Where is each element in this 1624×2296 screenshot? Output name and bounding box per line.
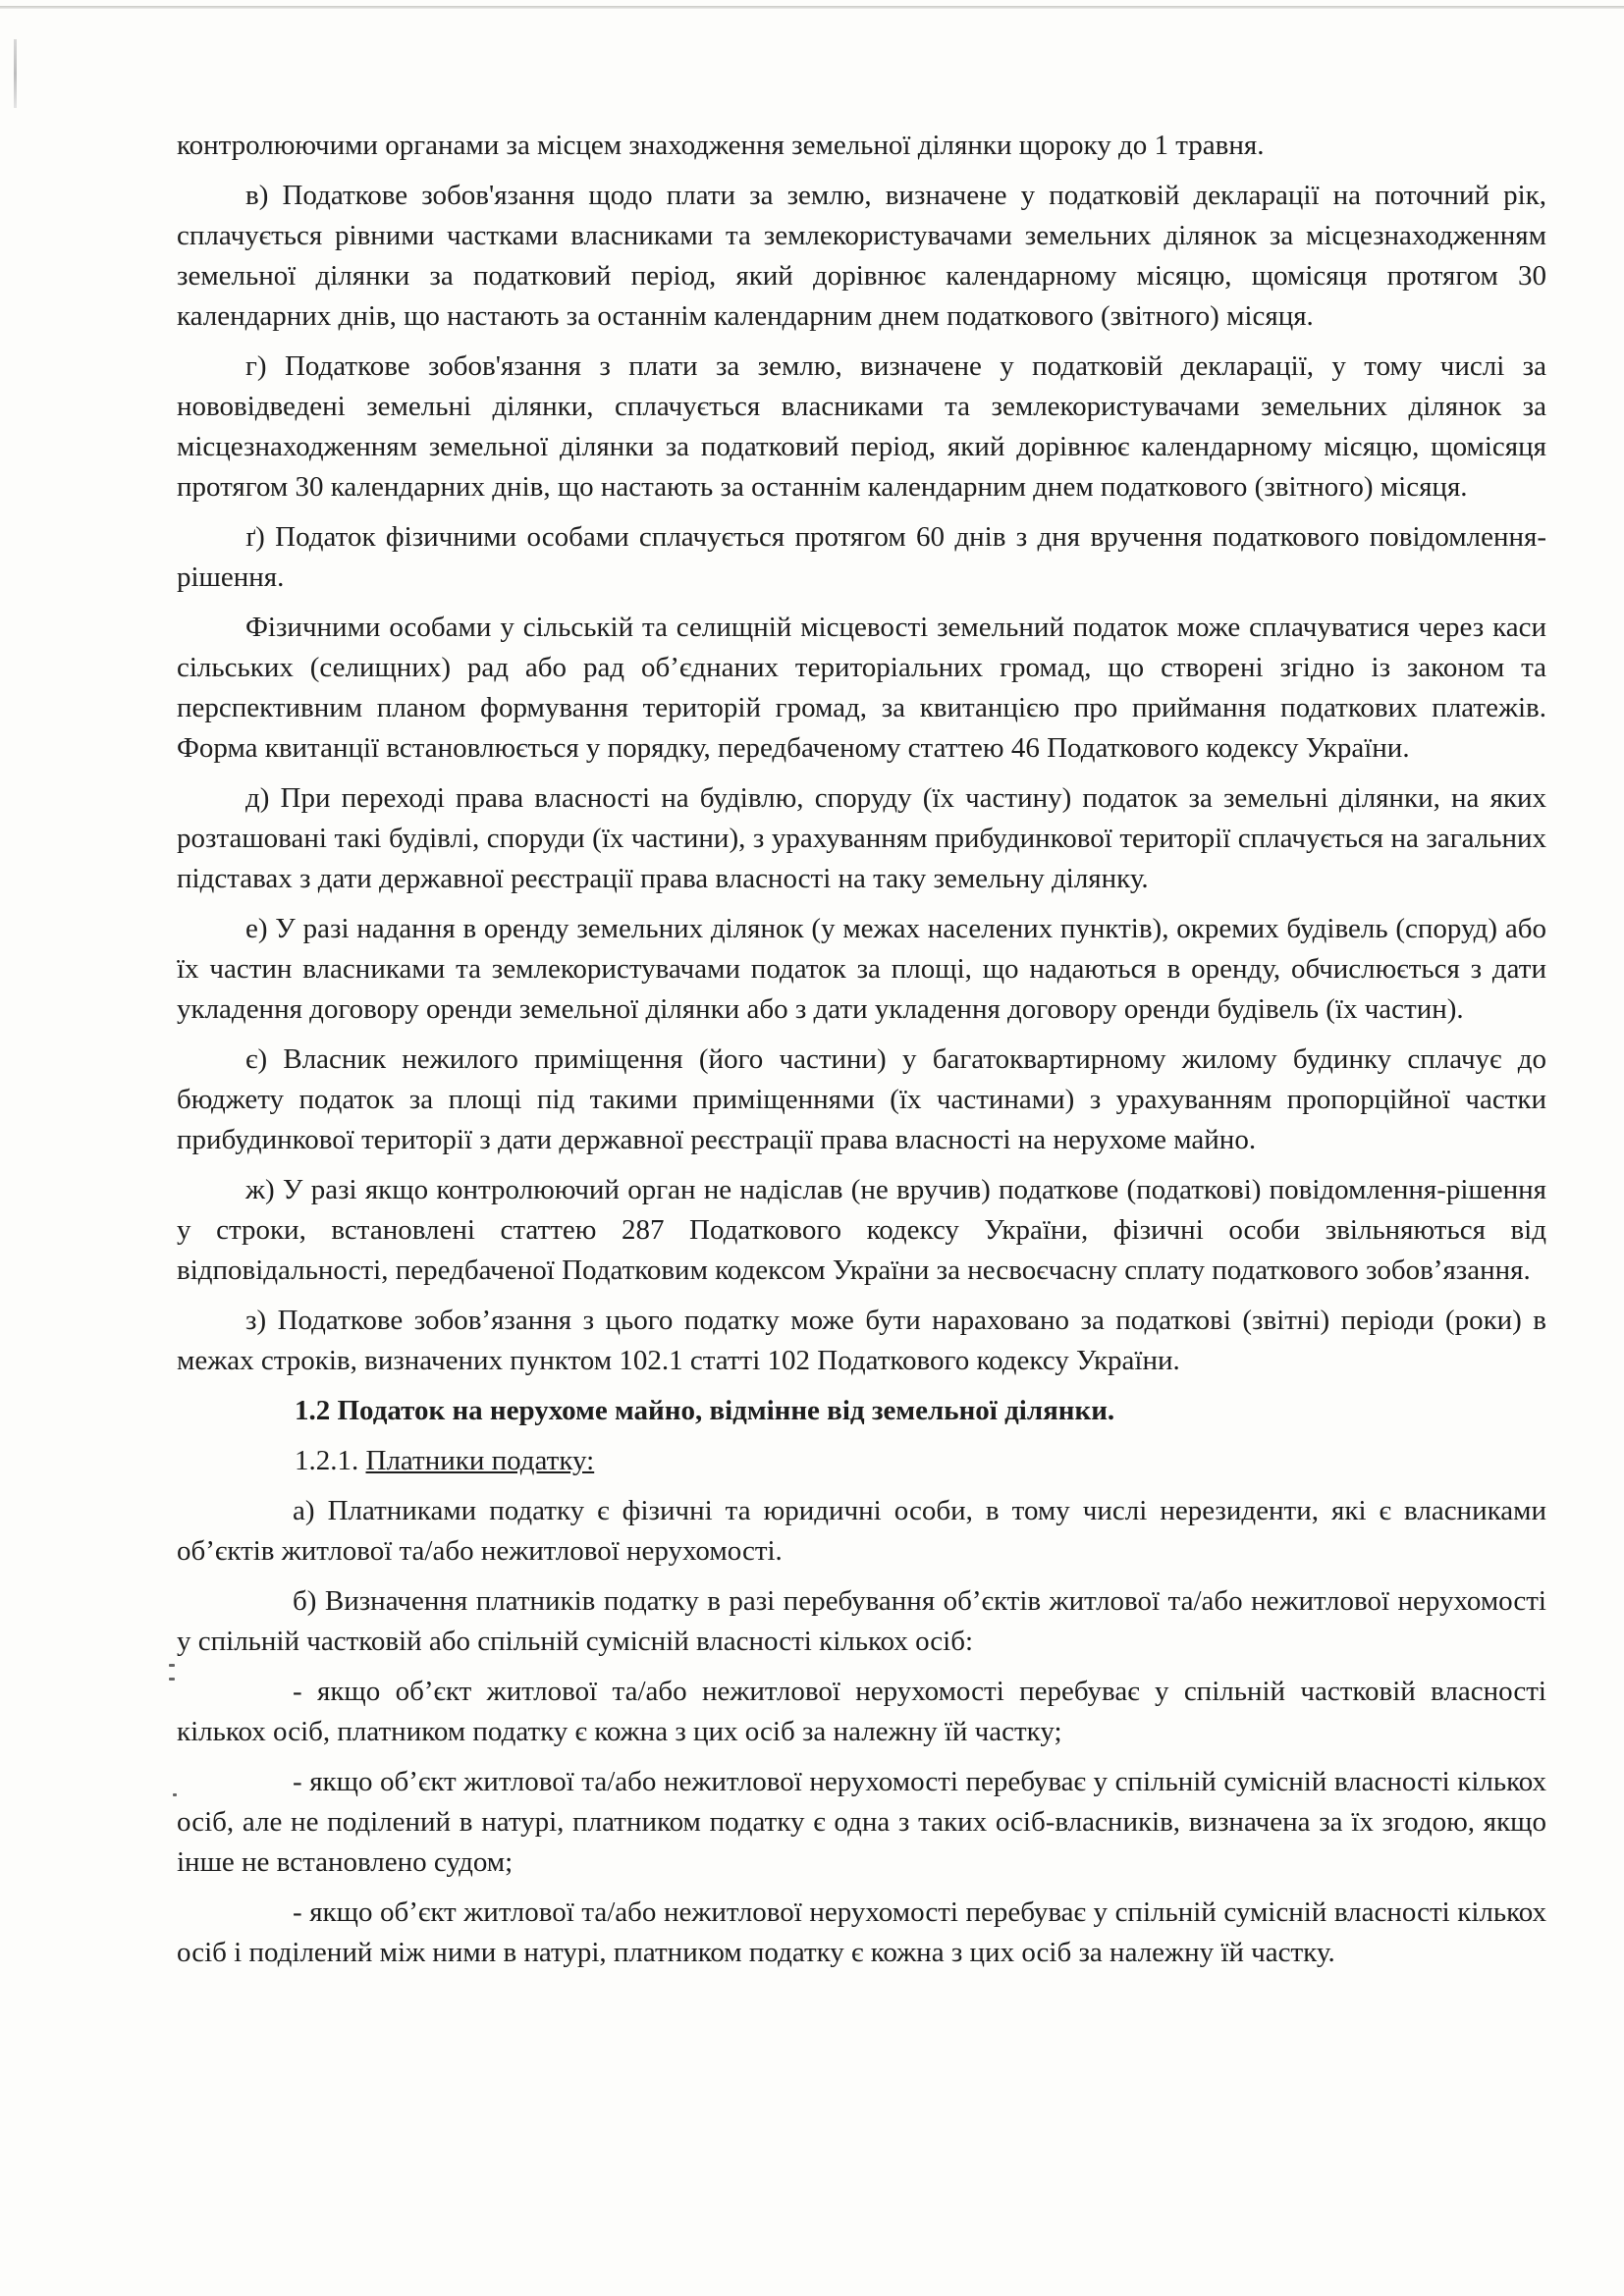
paragraph: ґ) Податок фізичними особами сплачується протягом 60 днів з дня вручення податкового повідомлення-рішення.	[177, 521, 1546, 593]
subsection-number: 1.2.1.	[295, 1445, 366, 1476]
subsection-title: Платники податку:	[365, 1445, 595, 1476]
scan-edge	[0, 6, 1624, 9]
list-item: - якщо об’єкт житлової та/або нежитлової нерухомості перебуває у спільній сумісній власності кількох осіб і поділений між ними в натурі, платником податку є кожна з цих осіб за належну їй частку.	[177, 1896, 1546, 1968]
paragraph: г) Податкове зобов'язання з плати за землю, визначене у податковій декларації, у тому числі за нововідведені земельні ділянки, сплачується власниками та землекористувачами земельних ділянок за місцезнаходженням земельної ділянки за податковий період, який дорівнює календарному місяцю, щомісяця протягом 30 календарних днів, що настають за останнім календарним днем податкового (звітного) місяця.	[177, 350, 1546, 503]
section-heading: 1.2 Податок на нерухоме майно, відмінне від земельної ділянки.	[295, 1395, 1115, 1426]
paragraph: е) У разі надання в оренду земельних ділянок (у межах населених пунктів), окремих будівель (споруд) або їх частин власниками та землекористувачами податок за площі, що надаються в оренду, обчислюється з дати укладення договору оренди земельної ділянки або з дати укладення договору оренди будівель (їх частин).	[177, 913, 1546, 1025]
subsection-heading	[177, 1441, 1546, 1481]
list-item: - якщо об’єкт житлової та/або нежитлової нерухомості перебуває у спільній частковій власності кількох осіб, платником податку є кожна з цих осіб за належну їй частку;	[177, 1676, 1546, 1747]
scan-artifact	[169, 1664, 175, 1667]
list-item: - якщо об’єкт житлової та/або нежитлової нерухомості перебуває у спільній сумісній власності кількох осіб, але не поділений в натурі, платником податку є одна з таких осіб-власників, визначена за їх згодою, якщо інше не встановлено судом;	[177, 1766, 1546, 1878]
paragraph: б) Визначення платників податку в разі перебування об’єктів житлової та/або нежитлової нерухомості у спільній частковій або спільній сумісній власності кількох осіб:	[177, 1585, 1546, 1657]
paragraph: контролюючими органами за місцем знаходження земельної ділянки щороку до 1 травня.	[177, 130, 1265, 161]
paragraph: ж) У разі якщо контролюючий орган не надіслав (не вручив) податкове (податкові) повідомлення-рішення у строки, встановлені статтею 287 Податкового кодексу України, фізичні особи звільняються від відповідальності, передбаченої Податковим кодексом України за несвоєчасну сплату податкового зобов’язання.	[177, 1174, 1546, 1286]
scan-artifact	[169, 1678, 175, 1681]
paragraph: в) Податкове зобов'язання щодо плати за землю, визначене у податковій декларації на поточний рік, сплачується рівними частками власниками та землекористувачами земельних ділянок за місцезнаходженням земельної ділянки за податковий період, який дорівнює календарному місяцю, щомісяця протягом 30 календарних днів, що настають за останнім календарним днем податкового (звітного) місяця.	[177, 180, 1546, 332]
document-page	[177, 126, 1546, 1983]
paragraph: з) Податкове зобов’язання з цього податку може бути нараховано за податкові (звітні) періоди (роки) в межах строків, визначених пунктом 102.1 статті 102 Податкового кодексу України.	[177, 1305, 1546, 1376]
paragraph: є) Власник нежилого приміщення (його частини) у багатоквартирному жилому будинку сплачує до бюджету податок за площі під такими приміщеннями (їх частинами) з урахуванням пропорційної частки прибудинкової території з дати державної реєстрації права власності на нерухоме майно.	[177, 1043, 1546, 1155]
paragraph: д) При переході права власності на будівлю, споруду (їх частину) податок за земельні ділянки, на яких розташовані такі будівлі, споруди (їх частини), з урахуванням прибудинкової території сплачується на загальних підставах з дати державної реєстрації права власності на таку земельну ділянку.	[177, 782, 1546, 894]
scan-artifact	[14, 39, 17, 108]
paragraph: Фізичними особами у сільській та селищній місцевості земельний податок може сплачуватися через каси сільських (селищних) рад або рад об’єднаних територіальних громад, що створені згідно із законом та перспективним планом формування територій громад, за квитанцією про приймання податкових платежів. Форма квитанції встановлюється у порядку, передбаченому статтею 46 Податкового кодексу України.	[177, 612, 1546, 764]
paragraph: а) Платниками податку є фізичні та юридичні особи, в тому числі нерезиденти, які є власниками об’єктів житлової та/або нежитлової нерухомості.	[177, 1495, 1546, 1567]
